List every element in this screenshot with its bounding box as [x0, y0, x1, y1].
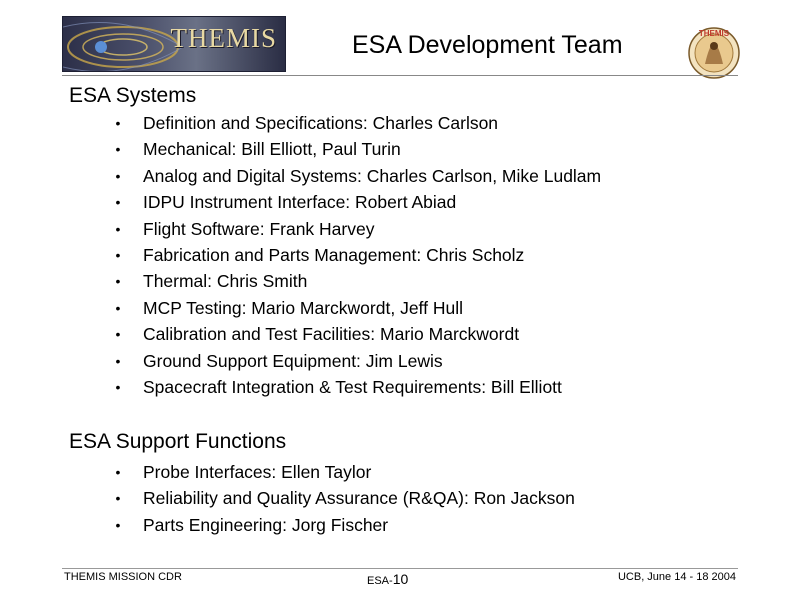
bullet: •: [115, 516, 121, 533]
themis-round-badge-icon: [687, 26, 741, 80]
bullet: •: [115, 378, 121, 395]
bullet: •: [115, 167, 121, 184]
bullet: •: [115, 141, 121, 158]
bullet: •: [115, 273, 121, 290]
bullet: •: [115, 115, 121, 131]
footer-page-label: [367, 571, 408, 587]
bullet: •: [115, 220, 121, 237]
bullet: •: [115, 326, 121, 343]
section-heading-esa-support-functions: ESA Support Functions: [69, 430, 287, 453]
footer-mission-label: THEMIS MISSION CDR: [64, 571, 182, 583]
footer-date-location: UCB, June 14 - 18 2004: [617, 571, 736, 583]
footer-divider: [62, 568, 738, 569]
header-divider: [62, 75, 738, 76]
slide-title: ESA Development Team: [352, 31, 623, 59]
page-number: 10: [392, 571, 409, 587]
bullet: •: [115, 464, 121, 480]
bullet: •: [115, 352, 121, 369]
bullet: •: [115, 299, 121, 316]
bullet: •: [115, 246, 121, 263]
bullet: •: [115, 194, 121, 211]
bullet: •: [115, 490, 121, 507]
badge-text: THEMIS: [698, 29, 730, 38]
footer-page-prefix: ESA-: [367, 575, 393, 587]
banner-logo-text: THEMIS: [170, 23, 277, 53]
section-heading-esa-systems: ESA Systems: [69, 84, 197, 107]
themis-banner-logo: [62, 16, 286, 72]
